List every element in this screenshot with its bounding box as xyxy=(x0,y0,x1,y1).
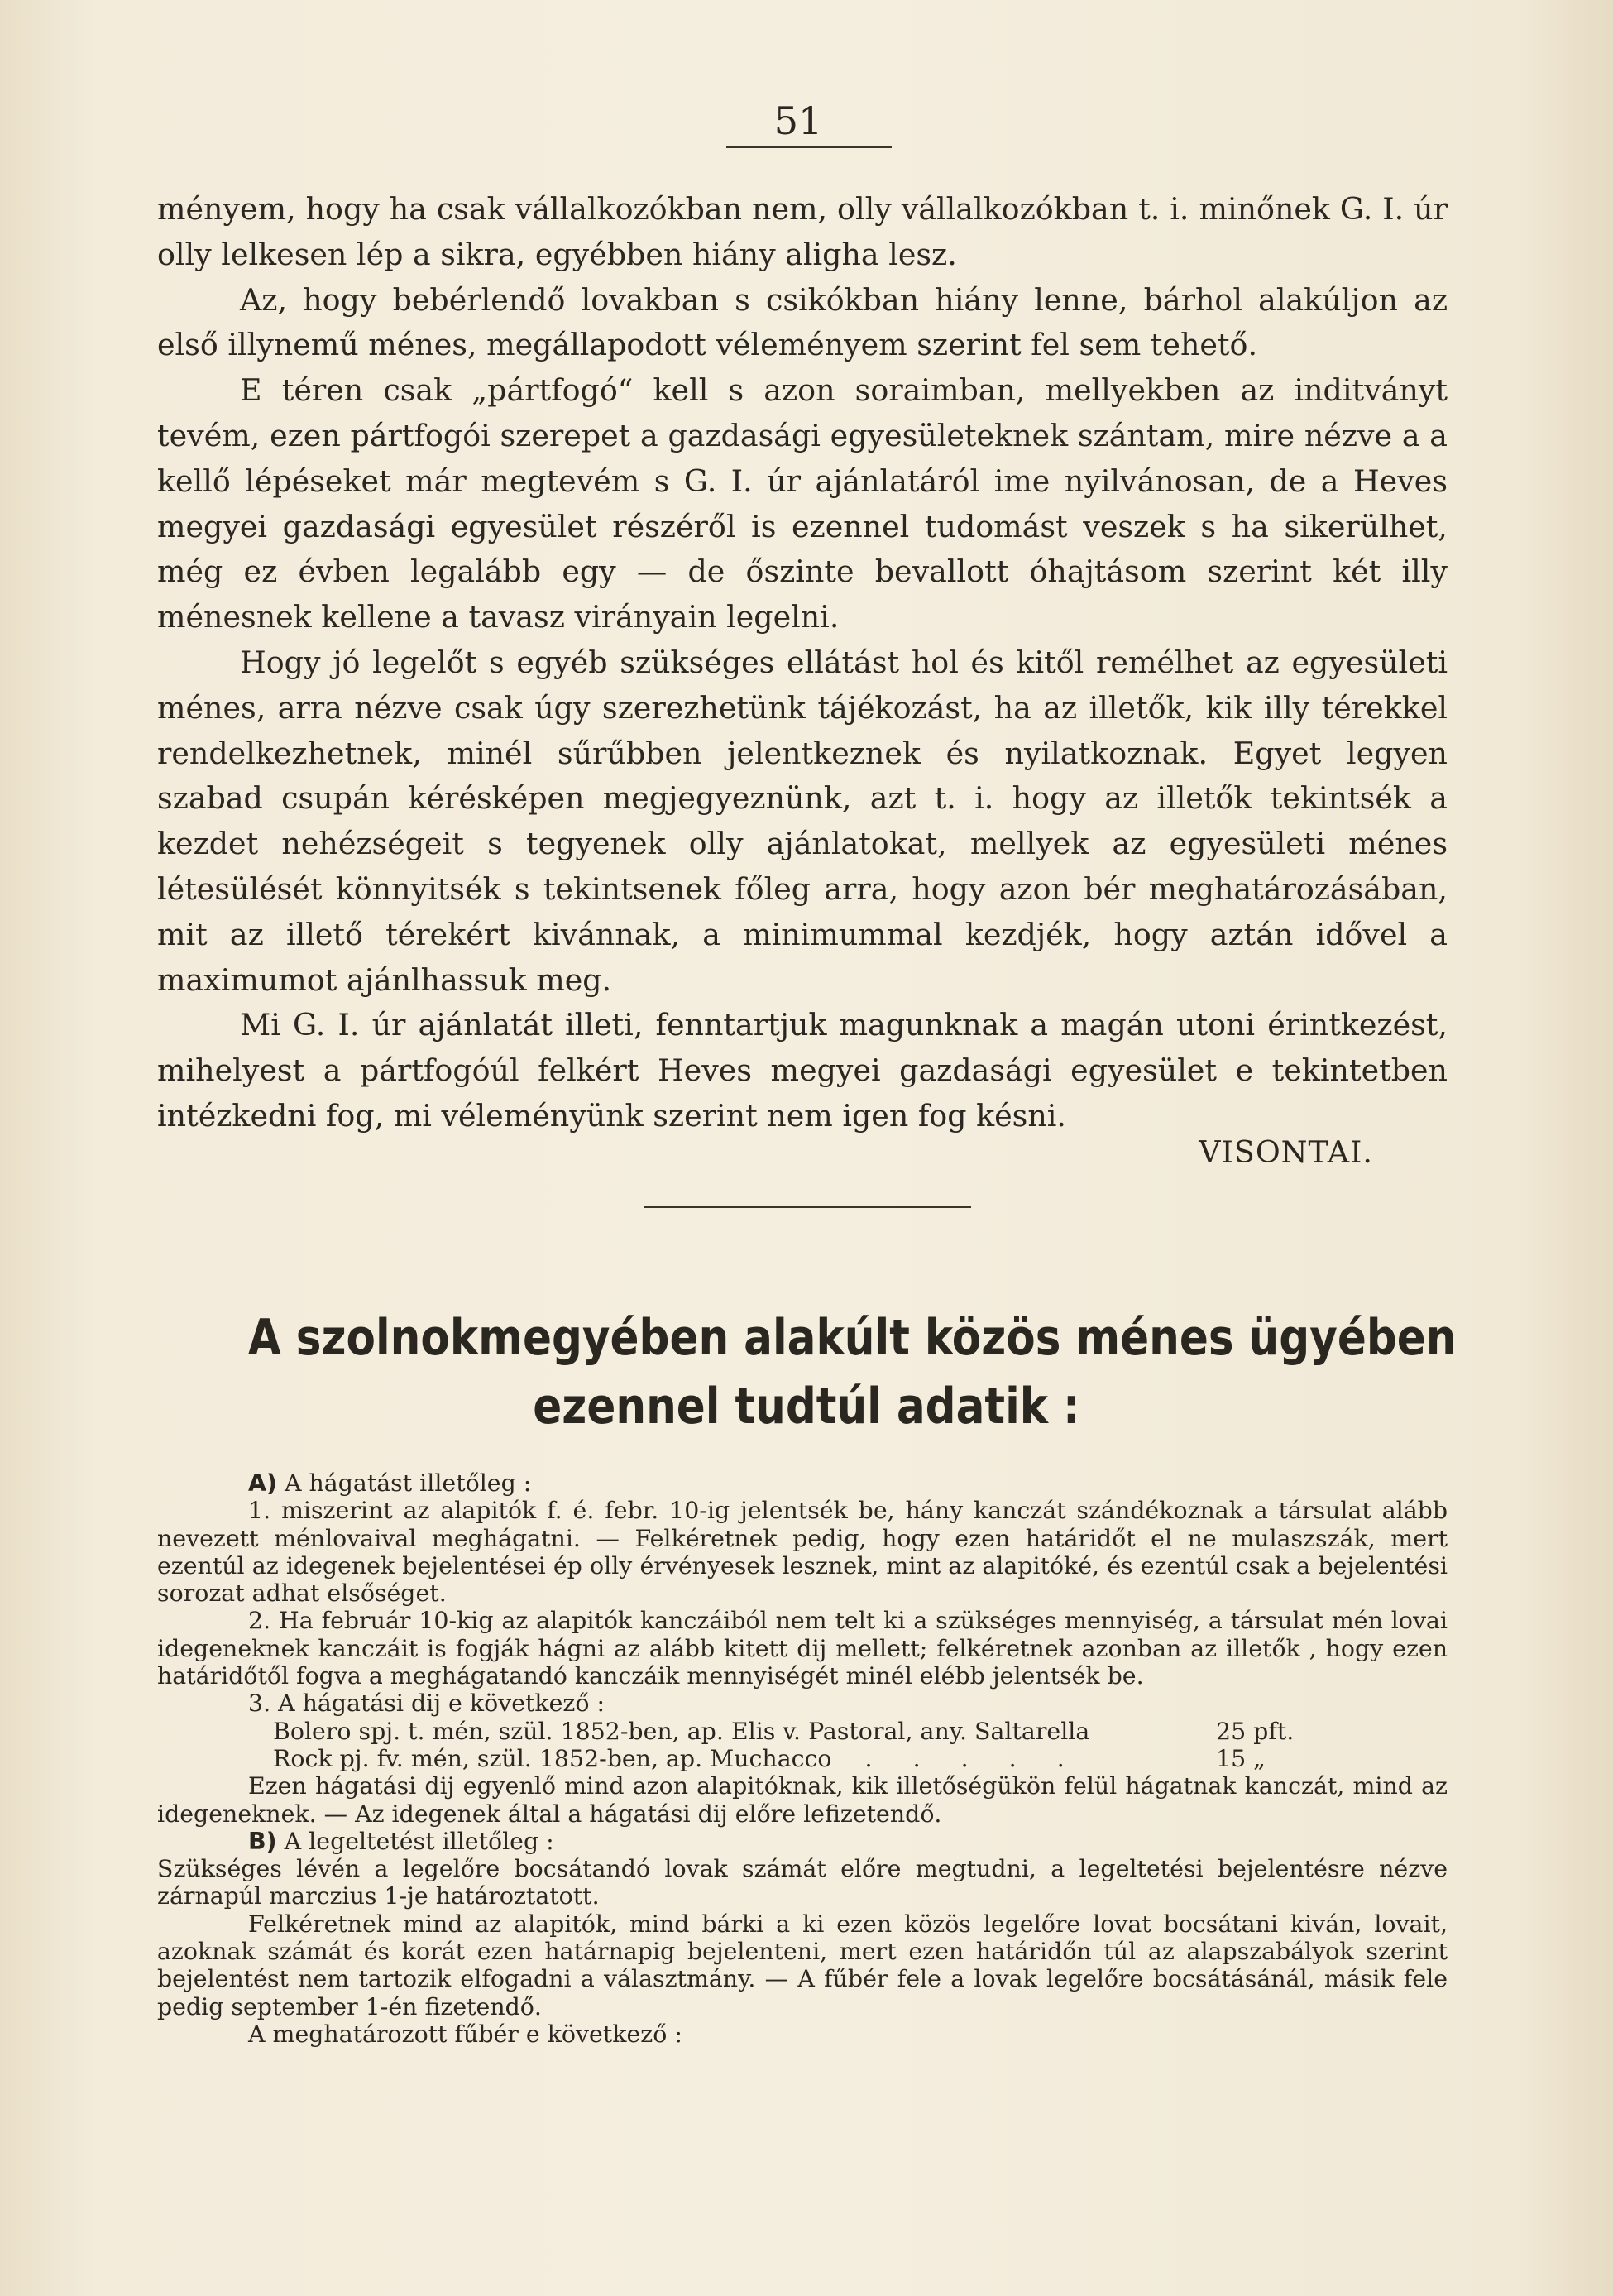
section-a-heading xyxy=(157,1469,1448,1497)
notice-heading-line: A szolnokmegyében alakúlt közös ménes ügyében xyxy=(247,1309,1457,1367)
section-a-letter: A) xyxy=(248,1469,277,1497)
article-paragraph: E téren csak „pártfogó“ kell s azon soraimban, mellyekben az inditványt tevém, ezen pártfogói szerepet a gazdasági egyesületeknek szántam, mire nézve a a kellő lépéseket már megtevém s G. I. úr ajánlatáról ime nyilvánosan, de a Heves megyei gazdasági egyesület részéről is ezennel tudomást veszek s ha sikerülhet, még ez évben legalább egy — de őszinte bevallott óhajtásom szerint két illy ménesnek kellene a tavasz virányain legelni. xyxy=(157,372,1448,635)
section-b-letter: B) xyxy=(248,1827,277,1855)
article-body xyxy=(157,187,1448,1139)
notice-paragraph: Ezen hágatási dij egyenlő mind azon alapitóknak, kik illetőségükön felül hágatnak kanczát, mind az idegeneknek. — Az idegenek által a hágatási dij előre lefizetendő. xyxy=(157,1772,1448,1828)
article-paragraph: Hogy jó legelőt s egyéb szükséges ellátást hol és kitől remélhet az egyesületi ménes, arra nézve csak úgy szerezhetünk tájékozást, ha az illetők, kik illy térekkel rendelkezhetnek, minél sűrűbben jelentkeznek és nyilatkoznak. Egyet legyen szabad csupán kérésképen megjegyeznünk, azt t. i. hogy az illetők tekintsék a kezdet nehézségeit s tegyenek olly ajánlatokat, mellyek az egyesületi ménes létesülését könnyitsék s tekintsenek főleg arra, hogy azon bér meghatározásában, mit az illető térekért kivánnak, a minimummal kezdjék, hogy aztán idővel a maximumot ajánlhassuk meg. xyxy=(157,644,1448,998)
page-number-rule xyxy=(726,146,892,148)
notice-body xyxy=(157,1469,1448,2048)
notice-paragraph: 2. Ha február 10-kig az alapitók kanczáiból nem telt ki a szükséges mennyiség, a társulat mén lovai idegeneknek kanczáit is fogják hágni az alább kitett dij mellett; felkéretnek azonban az illetők , hogy ezen határidőtől fogva a meghágatandó kanczáik mennyiségét minél elébb jelentsék be. xyxy=(157,1607,1448,1690)
fee-description: Bolero spj. t. mén, szül. 1852-ben, ap. Elis v. Pastoral, any. Saltarella xyxy=(273,1717,1090,1745)
article-paragraph: Az, hogy bebérlendő lovakban s csikókban hiány lenne, bárhol alakúljon az első illynemű ménes, megállapodott véleményem szerint fel sem tehető. xyxy=(157,281,1448,363)
fee-amount: 15 „ xyxy=(1216,1744,1266,1772)
notice-heading-line: ezennel tudtúl adatik : xyxy=(533,1378,1080,1436)
section-divider xyxy=(644,1206,971,1208)
article-signature: VISONTAI. xyxy=(1199,1134,1373,1170)
notice-paragraph: Szükséges lévén a legelőre bocsátandó lovak számát előre megtudni, a legeltetési bejelentésre nézve zárnapúl marczius 1-je határoztatott. xyxy=(157,1855,1448,1910)
notice-paragraph: 3. A hágatási dij e következő : xyxy=(248,1690,605,1718)
section-b-heading xyxy=(157,1828,1448,1855)
notice-paragraph: Felkéretnek mind az alapitók, mind bárki a ki ezen közös legelőre lovat bocsátani kiván, lovait, azoknak számát és korát ezen határnapig bejelenteni, mert ezen határidőn túl az alapszabályok szerint bejelentést nem tartozik elfogadni a választmány. — A fűbér fele a lovak legelőre bocsátásánál, másik fele pedig september 1-én fizetendő. xyxy=(157,1910,1448,2020)
section-a-title: A hágatást illetőleg : xyxy=(284,1469,532,1497)
article-paragraph: Mi G. I. úr ajánlatát illeti, fenntartjuk magunknak a magán utoni érintkezést, mihelyest a pártfogóúl felkért Heves megyei gazdasági egyesület e tekintetben intézkedni fog, mi véleményünk szerint nem igen fog késni. xyxy=(157,1007,1448,1134)
page-number: 51 xyxy=(773,98,823,143)
notice-heading xyxy=(247,1304,1457,1441)
fee-description: Rock pj. fv. mén, szül. 1852-ben, ap. Muchacco . . . . . xyxy=(273,1744,1081,1772)
notice-paragraph: 1. miszerint az alapitók f. é. febr. 10-ig jelentsék be, hány kanczát szándékoznak a társulat alább nevezett ménlovaival meghágatni. — Felkéretnek pedig, hogy ezen határidőt el ne mulaszszák, mert ezentúl az idegenek bejelentései ép olly érvényesek lesznek, mint az alapitóké, és ezentúl csak a bejelentési sorozat adhat elsőséget. xyxy=(157,1497,1448,1608)
fee-amount: 25 pft. xyxy=(1216,1717,1295,1745)
article-paragraph: ményem, hogy ha csak vállalkozókban nem, olly vállalkozókban t. i. minőnek G. I. úr olly lelkesen lép a sikra, egyébben hiány aligha lesz. xyxy=(157,191,1448,272)
fee-row xyxy=(157,1718,1448,1745)
notice-paragraph: A meghatározott fűbér e következő : xyxy=(248,2020,682,2048)
fee-row xyxy=(157,1745,1448,1772)
section-b-title: A legeltetést illetőleg : xyxy=(284,1827,554,1855)
